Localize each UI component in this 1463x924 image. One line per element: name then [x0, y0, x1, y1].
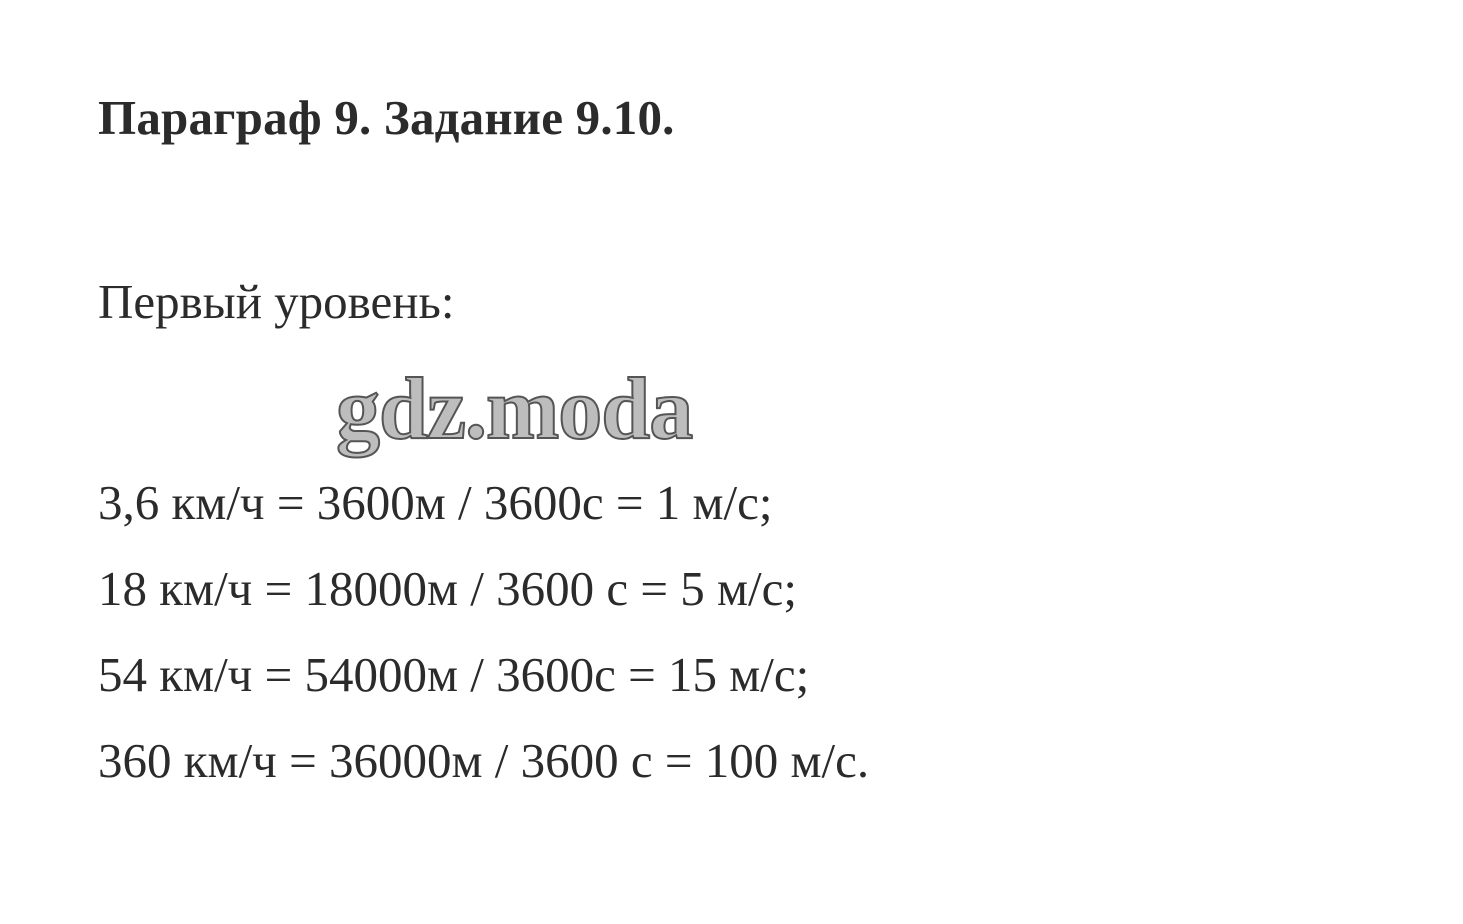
solution-line: 3,6 км/ч = 3600м / 3600с = 1 м/с; — [98, 475, 773, 530]
solution-line: 54 км/ч = 54000м / 3600с = 15 м/с; — [98, 647, 810, 702]
solution-lines — [98, 460, 869, 804]
watermark-logo: gdz.moda — [336, 361, 693, 458]
solution-line: 360 км/ч = 36000м / 3600 с = 100 м/с. — [98, 733, 870, 788]
solution-line: 18 км/ч = 18000м / 3600 с = 5 м/с; — [98, 561, 797, 616]
section-subtitle: Первый уровень: — [98, 274, 455, 329]
page-title: Параграф 9. Задание 9.10. — [98, 90, 675, 145]
